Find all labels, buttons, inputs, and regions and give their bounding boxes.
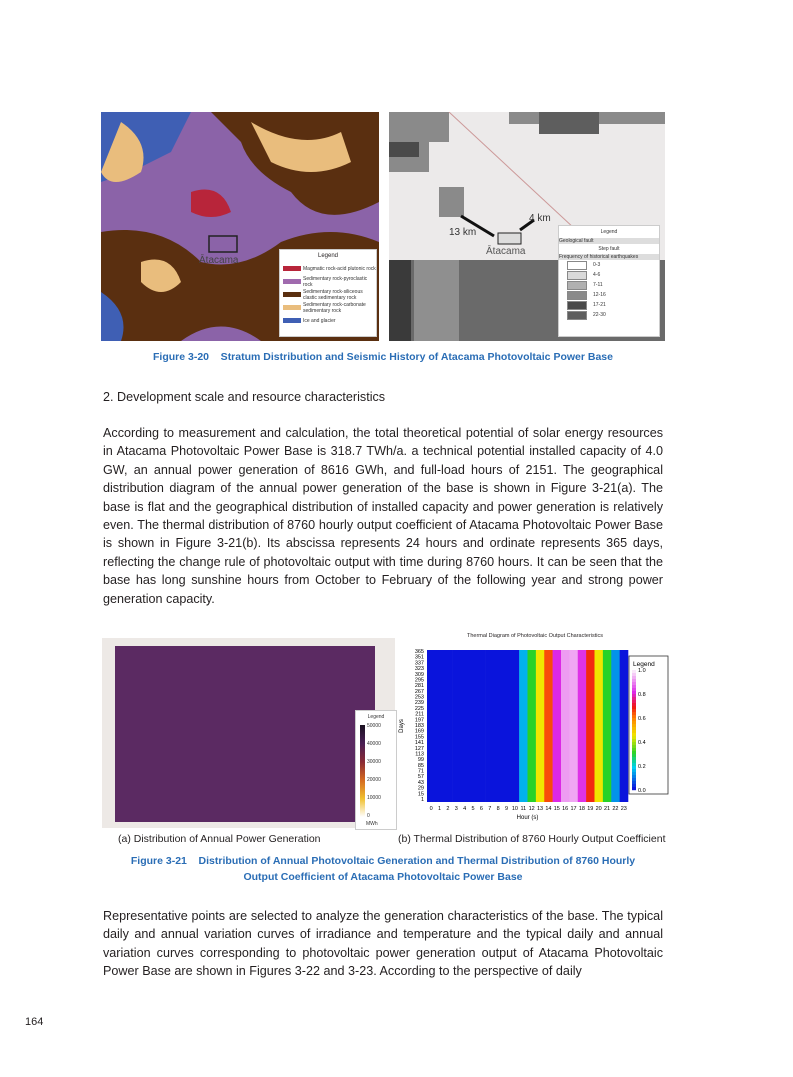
heatmap-cell [611, 650, 620, 802]
legend-color-step [632, 685, 636, 688]
y-tick-label: 85 [417, 762, 424, 769]
legend-label: Sedimentary rock-carbonate sedimentary rock [303, 301, 366, 314]
legend-color-step [632, 706, 636, 709]
legend-title: Legend [633, 661, 655, 668]
subcaption-b: (b) Thermal Distribution of 8760 Hourly Output Coefficient [398, 833, 666, 845]
legend-colorbar [360, 725, 365, 817]
legend-swatch [283, 266, 301, 271]
distance-label: 4 km [529, 213, 551, 224]
x-tick-label: 12 [528, 806, 535, 812]
heatmap-cell [435, 650, 444, 802]
legend-item [567, 260, 659, 270]
legend-item [283, 314, 376, 327]
heatmap-cell [469, 650, 478, 802]
legend-tick: 20000 [367, 777, 381, 783]
heatmap-cell [486, 650, 495, 802]
x-tick-label: 20 [595, 806, 602, 812]
legend-color-step [632, 775, 636, 778]
body-paragraph: According to measurement and calculation, the total theoretical potential of solar energy resources in Atacama Photovoltaic Power Base is 318.7 TWh/a. a technical potential installed capacity of 4.0 GW, an annual power generation of 8616 GWh, and full-load hours of 2151. The geographical distribution diagram of the annual power generation of the base is shown in Figure 3-21(a). The base is flat and the geographical distribution of installed capacity and power generation is relatively even. The thermal distribution of 8760 hourly output coefficient of Atacama Photovoltaic Power Base is shown in Figure 3-21(b). Its abscissa represents 24 hours and ordinate represents 365 days, reflecting the change rule of photovoltaic output with time during 8760 hours. It can be seen that the base has long sunshine hours from October to February of the following year and strong power generation capacity. [103, 426, 663, 606]
legend-color-step [632, 769, 636, 772]
legend-label: 22-30 [593, 312, 606, 318]
legend-color-step [632, 673, 636, 676]
x-tick-label: 21 [604, 806, 611, 812]
legend-tick: 30000 [367, 759, 381, 765]
stratum-map [101, 112, 379, 341]
y-tick-label: 309 [414, 671, 424, 678]
y-tick-label: 29 [417, 785, 424, 792]
y-axis-label: Days [399, 719, 405, 733]
legend-label: 12-16 [593, 292, 606, 298]
legend-label: 17-21 [593, 302, 606, 308]
heatmap-cell [461, 650, 470, 802]
legend-item [567, 310, 659, 320]
body-paragraph: Representative points are selected to analyze the generation characteristics of the base. The typical daily and annual variation curves of irradiance and temperature and the typical daily and annual variation curves corresponding to photovoltaic power generation output of Atacama Photovoltaic Power Base are shown in Figures 3-22 and 3-23. According to the perspective of daily [103, 909, 663, 979]
x-tick-label: 13 [537, 806, 544, 812]
legend-item [283, 275, 376, 288]
legend-item [567, 270, 659, 280]
x-axis-label: Hour (s) [516, 815, 539, 821]
caption-line: Figure 3-21 Distribution of Annual Photovoltaic Generation and Thermal Distribution of 8760 Hourly [130, 855, 636, 867]
legend-tick: 1.0 [638, 668, 646, 674]
seismic-map [389, 112, 665, 341]
legend-color-step [632, 748, 636, 751]
legend-color-step [632, 721, 636, 724]
heatmap-cell [553, 650, 562, 802]
legend-swatch [567, 261, 587, 270]
y-tick-label: 99 [417, 757, 424, 764]
legend-color-step [632, 781, 636, 784]
x-tick-label: 1 [438, 806, 442, 812]
y-tick-label: 211 [415, 711, 424, 718]
legend-label: Sedimentary rock-pyroclastic rock [303, 275, 368, 288]
legend-color-step [632, 670, 636, 673]
legend-color-step [632, 694, 636, 697]
legend-tick: 50000 [367, 723, 381, 729]
legend-color-step [632, 709, 636, 712]
x-tick-label: 22 [612, 806, 619, 812]
heatmap-cell [561, 650, 570, 802]
x-tick-label: 5 [471, 806, 475, 812]
x-tick-label: 18 [578, 806, 585, 812]
x-tick-label: 17 [570, 806, 577, 812]
caption-line: Output Coefficient of Atacama Photovoltaic Power Base [243, 871, 523, 883]
chart-title: Thermal Diagram of Photovoltaic Output Characteristics [466, 633, 604, 639]
legend-color-step [632, 742, 636, 745]
legend-color-step [632, 751, 636, 754]
y-tick-label: 169 [414, 728, 424, 735]
place-label: Ātacama [199, 255, 239, 266]
legend-tick: 0.6 [638, 716, 646, 722]
x-tick-label: 16 [562, 806, 569, 812]
heatmap-cell [595, 650, 604, 802]
frequency-header: Frequency of historical earthquakes [559, 254, 659, 260]
y-tick-label: 267 [414, 688, 424, 695]
figure-caption: Figure 3-20 Stratum Distribution and Seismic History of Atacama Photovoltaic Power Base [153, 351, 613, 363]
legend-tick: 0.0 [638, 788, 646, 794]
heatmap-cell [502, 650, 511, 802]
legend-label: 0-3 [593, 262, 601, 268]
heatmap-cell [477, 650, 486, 802]
legend-swatch [567, 301, 587, 310]
legend-swatch [283, 305, 301, 310]
heatmap-cell [511, 650, 520, 802]
y-tick-label: 351 [414, 654, 424, 661]
legend-color-step [632, 778, 636, 781]
y-tick-label: 323 [414, 666, 424, 673]
legend-label: Ice and glacier [303, 317, 336, 324]
y-tick-label: 295 [414, 677, 424, 684]
heatmap-cell [528, 650, 537, 802]
legend-color-step [632, 712, 636, 715]
legend-color-step [632, 718, 636, 721]
subcaption-a: (a) Distribution of Annual Power Generation [118, 833, 321, 845]
legend-title: Legend [317, 253, 339, 259]
legend-color-step [632, 739, 636, 742]
legend-item [283, 262, 376, 275]
legend-title: Legend [600, 229, 618, 235]
legend-color-step [632, 766, 636, 769]
distance-label: 13 km [449, 227, 477, 238]
x-tick-label: 8 [496, 806, 500, 812]
x-tick-label: 4 [463, 806, 467, 812]
place-label: Ātacama [486, 246, 526, 257]
legend-color-step [632, 679, 636, 682]
x-tick-label: 2 [446, 806, 450, 812]
y-tick-label: 183 [414, 723, 424, 729]
legend-color-step [632, 688, 636, 691]
heatmap-chart [395, 630, 670, 830]
legend-color-step [632, 745, 636, 748]
seismic-legend [558, 225, 660, 337]
section-heading: 2. Development scale and resource characteristics [103, 390, 386, 404]
y-tick-label: 141 [414, 740, 424, 747]
legend-item [567, 300, 659, 310]
legend-color-step [632, 787, 636, 790]
y-tick-label: 127 [414, 745, 424, 752]
legend-color-step [632, 715, 636, 718]
legend-title: Legend [367, 714, 385, 720]
legend-unit: MWh [366, 821, 378, 827]
legend-swatch [283, 318, 301, 323]
legend-tick: 0.8 [638, 692, 646, 698]
legend-color-step [632, 691, 636, 694]
heatmap-cell [427, 650, 436, 802]
heatmap-cell [452, 650, 461, 802]
legend-color-step [632, 772, 636, 775]
heatmap-cell [578, 650, 587, 802]
y-tick-label: 365 [414, 649, 424, 655]
generation-legend [355, 710, 397, 830]
fault-header: Geological fault [559, 238, 659, 244]
y-tick-label: 225 [414, 705, 424, 712]
legend-swatch [567, 291, 587, 300]
legend-tick: 0.2 [638, 764, 646, 770]
legend-item [283, 301, 376, 314]
legend-tick: 0 [367, 813, 370, 819]
heatmap-cell [444, 650, 453, 802]
x-tick-label: 6 [479, 806, 483, 812]
y-tick-label: 71 [417, 768, 424, 775]
legend-label: Magmatic rock-acid plutonic rock [303, 265, 376, 272]
generation-area [115, 646, 375, 822]
generation-map [102, 638, 395, 828]
legend-color-step [632, 703, 636, 706]
legend-color-step [632, 727, 636, 730]
legend-swatch [283, 279, 301, 284]
y-tick-label: 253 [414, 694, 424, 701]
heatmap-cell [586, 650, 595, 802]
x-tick-label: 11 [520, 806, 527, 812]
y-tick-label: 337 [414, 660, 424, 667]
legend-color-step [632, 760, 636, 763]
legend-color-step [632, 700, 636, 703]
legend-tick: 40000 [367, 741, 381, 747]
heatmap-cell [603, 650, 612, 802]
heatmap-cell [544, 650, 553, 802]
legend-swatch [567, 281, 587, 290]
legend-color-step [632, 784, 636, 787]
legend-item [567, 290, 659, 300]
y-tick-label: 15 [417, 791, 424, 798]
x-tick-label: 3 [454, 806, 458, 812]
legend-swatch [567, 311, 587, 320]
heatmap-svg [395, 630, 670, 830]
x-tick-label: 15 [553, 806, 560, 812]
legend-color-step [632, 730, 636, 733]
y-tick-label: 155 [414, 734, 424, 741]
y-tick-label: 197 [414, 717, 424, 724]
legend-tick: 0.4 [638, 740, 646, 746]
y-tick-label: 1 [420, 797, 424, 803]
figure-caption [80, 853, 686, 885]
y-tick-label: 57 [417, 774, 424, 781]
stratum-legend [279, 249, 377, 337]
legend-swatch [567, 271, 587, 280]
legend-color-step [632, 682, 636, 685]
x-tick-label: 9 [505, 806, 509, 812]
legend-color-step [632, 733, 636, 736]
legend-color-step [632, 736, 636, 739]
legend-tick: 10000 [367, 795, 381, 801]
y-tick-label: 43 [417, 779, 424, 786]
legend-label: Sedimentary rock-siliceous clastic sedimentary rock [303, 288, 363, 301]
legend-color-step [632, 724, 636, 727]
y-tick-label: 281 [414, 683, 424, 690]
page-number: 164 [25, 1016, 44, 1028]
fault-item: Step fault [598, 246, 620, 252]
y-tick-label: 113 [415, 751, 424, 758]
legend-swatch [283, 292, 301, 297]
heatmap-cell [536, 650, 545, 802]
legend-label: 7-11 [593, 282, 603, 288]
x-tick-label: 19 [587, 806, 594, 812]
legend-color-step [632, 676, 636, 679]
heatmap-cell [569, 650, 578, 802]
heatmap-cell [620, 650, 629, 802]
legend-label: 4-6 [593, 272, 601, 278]
x-tick-label: 7 [488, 806, 492, 812]
legend-color-step [632, 697, 636, 700]
legend-color-step [632, 754, 636, 757]
x-tick-label: 23 [620, 806, 627, 812]
heatmap-cell [519, 650, 528, 802]
legend-color-step [632, 757, 636, 760]
heatmap-cell [494, 650, 503, 802]
legend-item [567, 280, 659, 290]
x-tick-label: 10 [511, 806, 518, 812]
legend-color-step [632, 763, 636, 766]
x-tick-label: 14 [545, 806, 552, 812]
y-tick-label: 239 [414, 700, 424, 707]
legend-item [283, 288, 376, 301]
x-tick-label: 0 [429, 806, 433, 812]
